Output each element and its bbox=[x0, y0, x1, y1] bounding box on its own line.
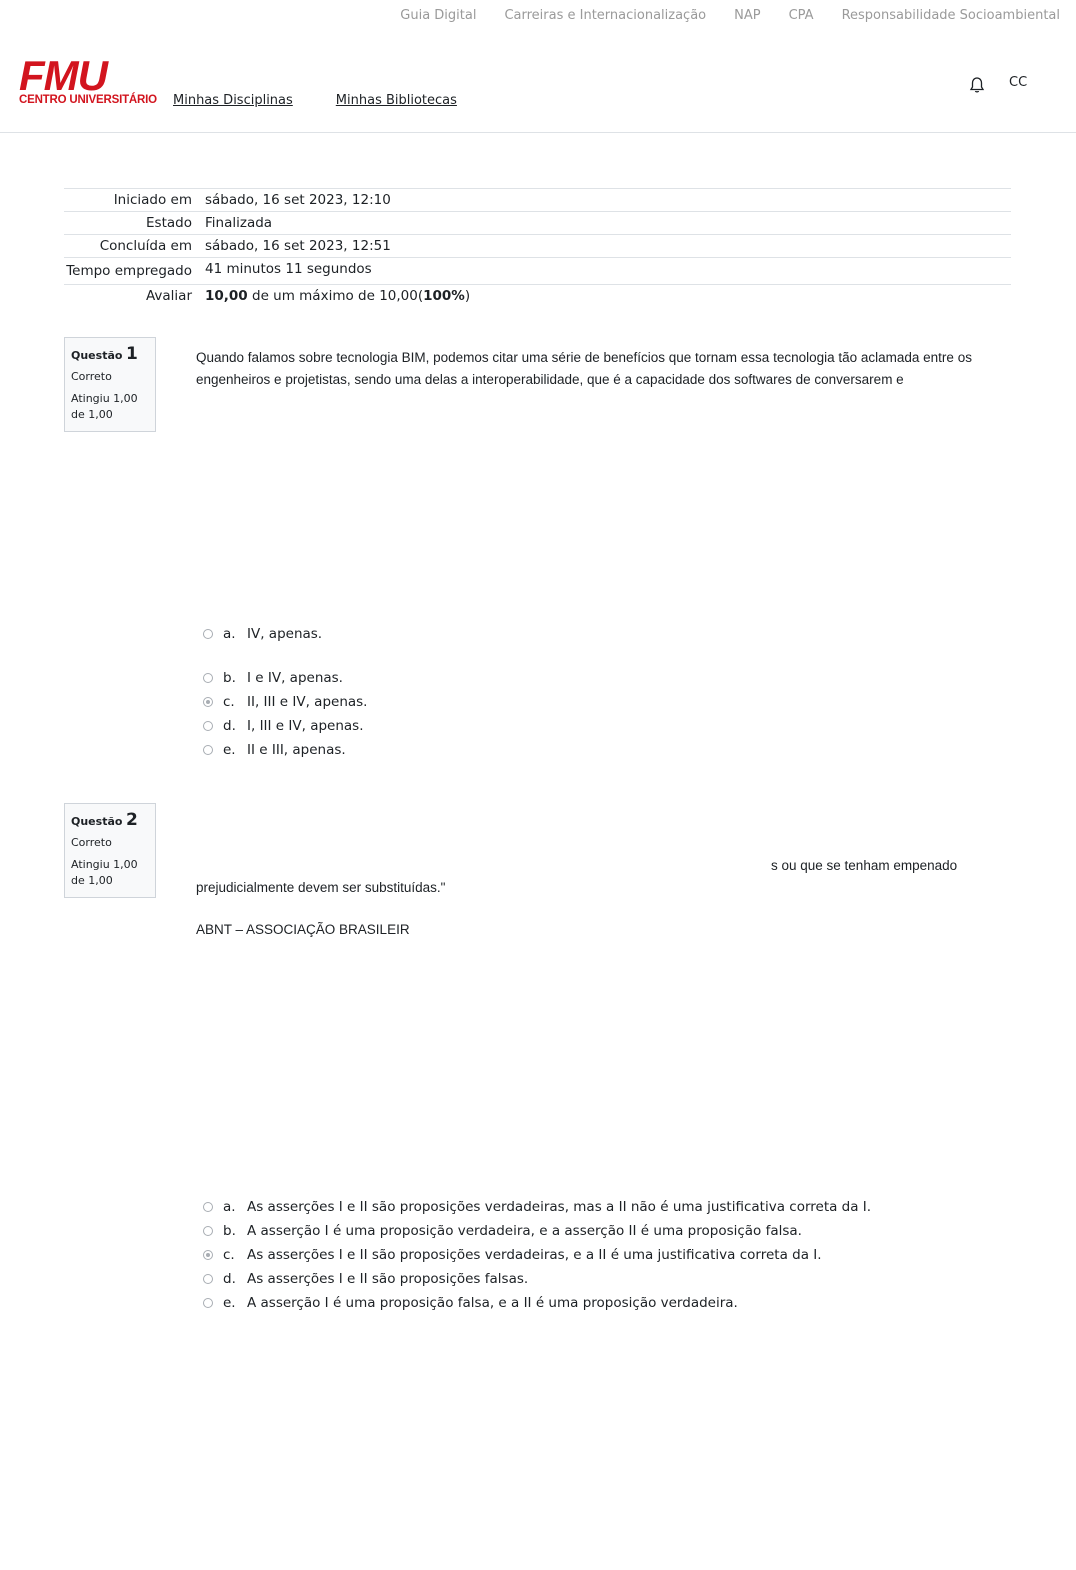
answer-letter: a. bbox=[223, 1199, 236, 1215]
answer-letter: e. bbox=[223, 1295, 236, 1311]
top-link-guia-digital[interactable]: Guia Digital bbox=[400, 8, 477, 23]
radio-button-checked[interactable] bbox=[203, 1250, 213, 1260]
logo-subtitle: CENTRO UNIVERSITÁRIO bbox=[19, 94, 157, 106]
question-1-info bbox=[64, 337, 156, 432]
question-grade: Atingiu 1,00 de 1,00 bbox=[71, 858, 138, 887]
site-header bbox=[0, 40, 1076, 133]
main-nav bbox=[173, 93, 457, 108]
answer-letter: d. bbox=[223, 1271, 236, 1287]
nav-minhas-disciplinas[interactable]: Minhas Disciplinas bbox=[173, 93, 293, 108]
answer-option-e[interactable] bbox=[203, 1291, 871, 1315]
summary-value: Finalizada bbox=[205, 212, 1011, 235]
question-2-answers bbox=[203, 1195, 871, 1315]
answer-letter: c. bbox=[223, 1247, 235, 1263]
grade-mid: de um máximo de 10,00( bbox=[247, 288, 424, 304]
answer-letter: b. bbox=[223, 670, 236, 686]
summary-row-time bbox=[64, 258, 1011, 285]
radio-button[interactable] bbox=[203, 1226, 213, 1236]
answer-option-a[interactable] bbox=[203, 622, 367, 646]
summary-row-grade bbox=[64, 285, 1011, 308]
question-number-value: 1 bbox=[125, 344, 138, 364]
top-links bbox=[372, 8, 1060, 23]
radio-button[interactable] bbox=[203, 1274, 213, 1284]
summary-value bbox=[205, 285, 1011, 308]
question-2-text-fragment: prejudicialmente devem ser substituídas." bbox=[196, 880, 446, 895]
answer-text: I e IV, apenas. bbox=[247, 670, 343, 686]
answer-option-b[interactable] bbox=[203, 666, 367, 690]
summary-row-completed bbox=[64, 235, 1011, 258]
answer-option-d[interactable] bbox=[203, 1267, 871, 1291]
radio-button[interactable] bbox=[203, 1202, 213, 1212]
answer-option-d[interactable] bbox=[203, 714, 367, 738]
answer-option-c[interactable] bbox=[203, 1243, 871, 1267]
answer-text: As asserções I e II são proposições falsas. bbox=[247, 1271, 529, 1287]
question-2-text-fragment: s ou que se tenham empenado bbox=[771, 858, 958, 873]
top-link-carreiras[interactable]: Carreiras e Internacionalização bbox=[504, 8, 707, 23]
grade-percent: 100% bbox=[423, 288, 465, 304]
summary-value: 41 minutos 11 segundos bbox=[205, 258, 1011, 285]
grade-end: ) bbox=[464, 288, 471, 304]
radio-button[interactable] bbox=[203, 1298, 213, 1308]
user-menu[interactable]: CC bbox=[1009, 75, 1028, 90]
question-number bbox=[71, 810, 149, 830]
summary-label: Concluída em bbox=[64, 235, 205, 258]
question-grade: Atingiu 1,00 de 1,00 bbox=[71, 392, 138, 421]
nav-minhas-bibliotecas[interactable]: Minhas Bibliotecas bbox=[335, 93, 457, 108]
fmu-logo[interactable] bbox=[19, 52, 157, 106]
question-label: Questão bbox=[71, 349, 123, 362]
summary-label: Estado bbox=[64, 212, 205, 235]
answer-text: A asserção I é uma proposição falsa, e a II é uma proposição verdadeira. bbox=[247, 1295, 738, 1311]
answer-option-a[interactable] bbox=[203, 1195, 871, 1219]
question-number bbox=[71, 344, 149, 364]
answer-text: IV, apenas. bbox=[247, 626, 323, 642]
answer-letter: d. bbox=[223, 718, 236, 734]
summary-label: Avaliar bbox=[64, 285, 205, 308]
attempt-summary-table bbox=[64, 188, 1011, 307]
radio-button[interactable] bbox=[203, 745, 213, 755]
answer-text: A asserção I é uma proposição verdadeira, e a asserção II é uma proposição falsa. bbox=[247, 1223, 802, 1239]
question-1-answers bbox=[203, 622, 367, 762]
answer-option-b[interactable] bbox=[203, 1219, 871, 1243]
question-state: Correto bbox=[71, 370, 112, 383]
answer-letter: b. bbox=[223, 1223, 236, 1239]
answer-option-c[interactable] bbox=[203, 690, 367, 714]
radio-button[interactable] bbox=[203, 629, 213, 639]
answer-text: II e III, apenas. bbox=[247, 742, 346, 758]
bell-icon[interactable] bbox=[969, 76, 985, 94]
answer-option-e[interactable] bbox=[203, 738, 367, 762]
radio-button[interactable] bbox=[203, 721, 213, 731]
top-link-nap[interactable]: NAP bbox=[734, 8, 761, 23]
summary-row-started bbox=[64, 189, 1011, 212]
answer-text: II, III e IV, apenas. bbox=[247, 694, 368, 710]
question-state: Correto bbox=[71, 836, 112, 849]
question-2-source: ABNT – ASSOCIAÇÃO BRASILEIR bbox=[196, 922, 410, 937]
question-1-text: Quando falamos sobre tecnologia BIM, podemos citar uma série de benefícios que tornam essa tecnologia tão aclamada entre os engenheiros e projetistas, sendo uma delas a interoperabilidade, que é a capacidade dos softwares de conversarem e bbox=[196, 350, 972, 387]
summary-label: Tempo empregado bbox=[64, 258, 205, 285]
grade-score: 10,00 bbox=[205, 288, 248, 304]
question-label: Questão bbox=[71, 815, 123, 828]
answer-text: I, III e IV, apenas. bbox=[247, 718, 364, 734]
radio-button[interactable] bbox=[203, 673, 213, 683]
summary-label: Iniciado em bbox=[64, 189, 205, 212]
logo-brand: FMU bbox=[19, 52, 107, 99]
answer-text: As asserções I e II são proposições verdadeiras, e a II é uma justificativa correta da I. bbox=[247, 1247, 822, 1263]
summary-value: sábado, 16 set 2023, 12:51 bbox=[205, 235, 1011, 258]
top-link-responsabilidade[interactable]: Responsabilidade Socioambiental bbox=[841, 8, 1060, 23]
top-link-cpa[interactable]: CPA bbox=[788, 8, 814, 23]
answer-letter: c. bbox=[223, 694, 235, 710]
summary-row-state bbox=[64, 212, 1011, 235]
summary-value: sábado, 16 set 2023, 12:10 bbox=[205, 189, 1011, 212]
question-number-value: 2 bbox=[125, 810, 138, 830]
answer-letter: a. bbox=[223, 626, 236, 642]
answer-letter: e. bbox=[223, 742, 236, 758]
radio-button-checked[interactable] bbox=[203, 697, 213, 707]
answer-text: As asserções I e II são proposições verdadeiras, mas a II não é uma justificativa correta da I. bbox=[247, 1199, 872, 1215]
question-2-info bbox=[64, 803, 156, 898]
